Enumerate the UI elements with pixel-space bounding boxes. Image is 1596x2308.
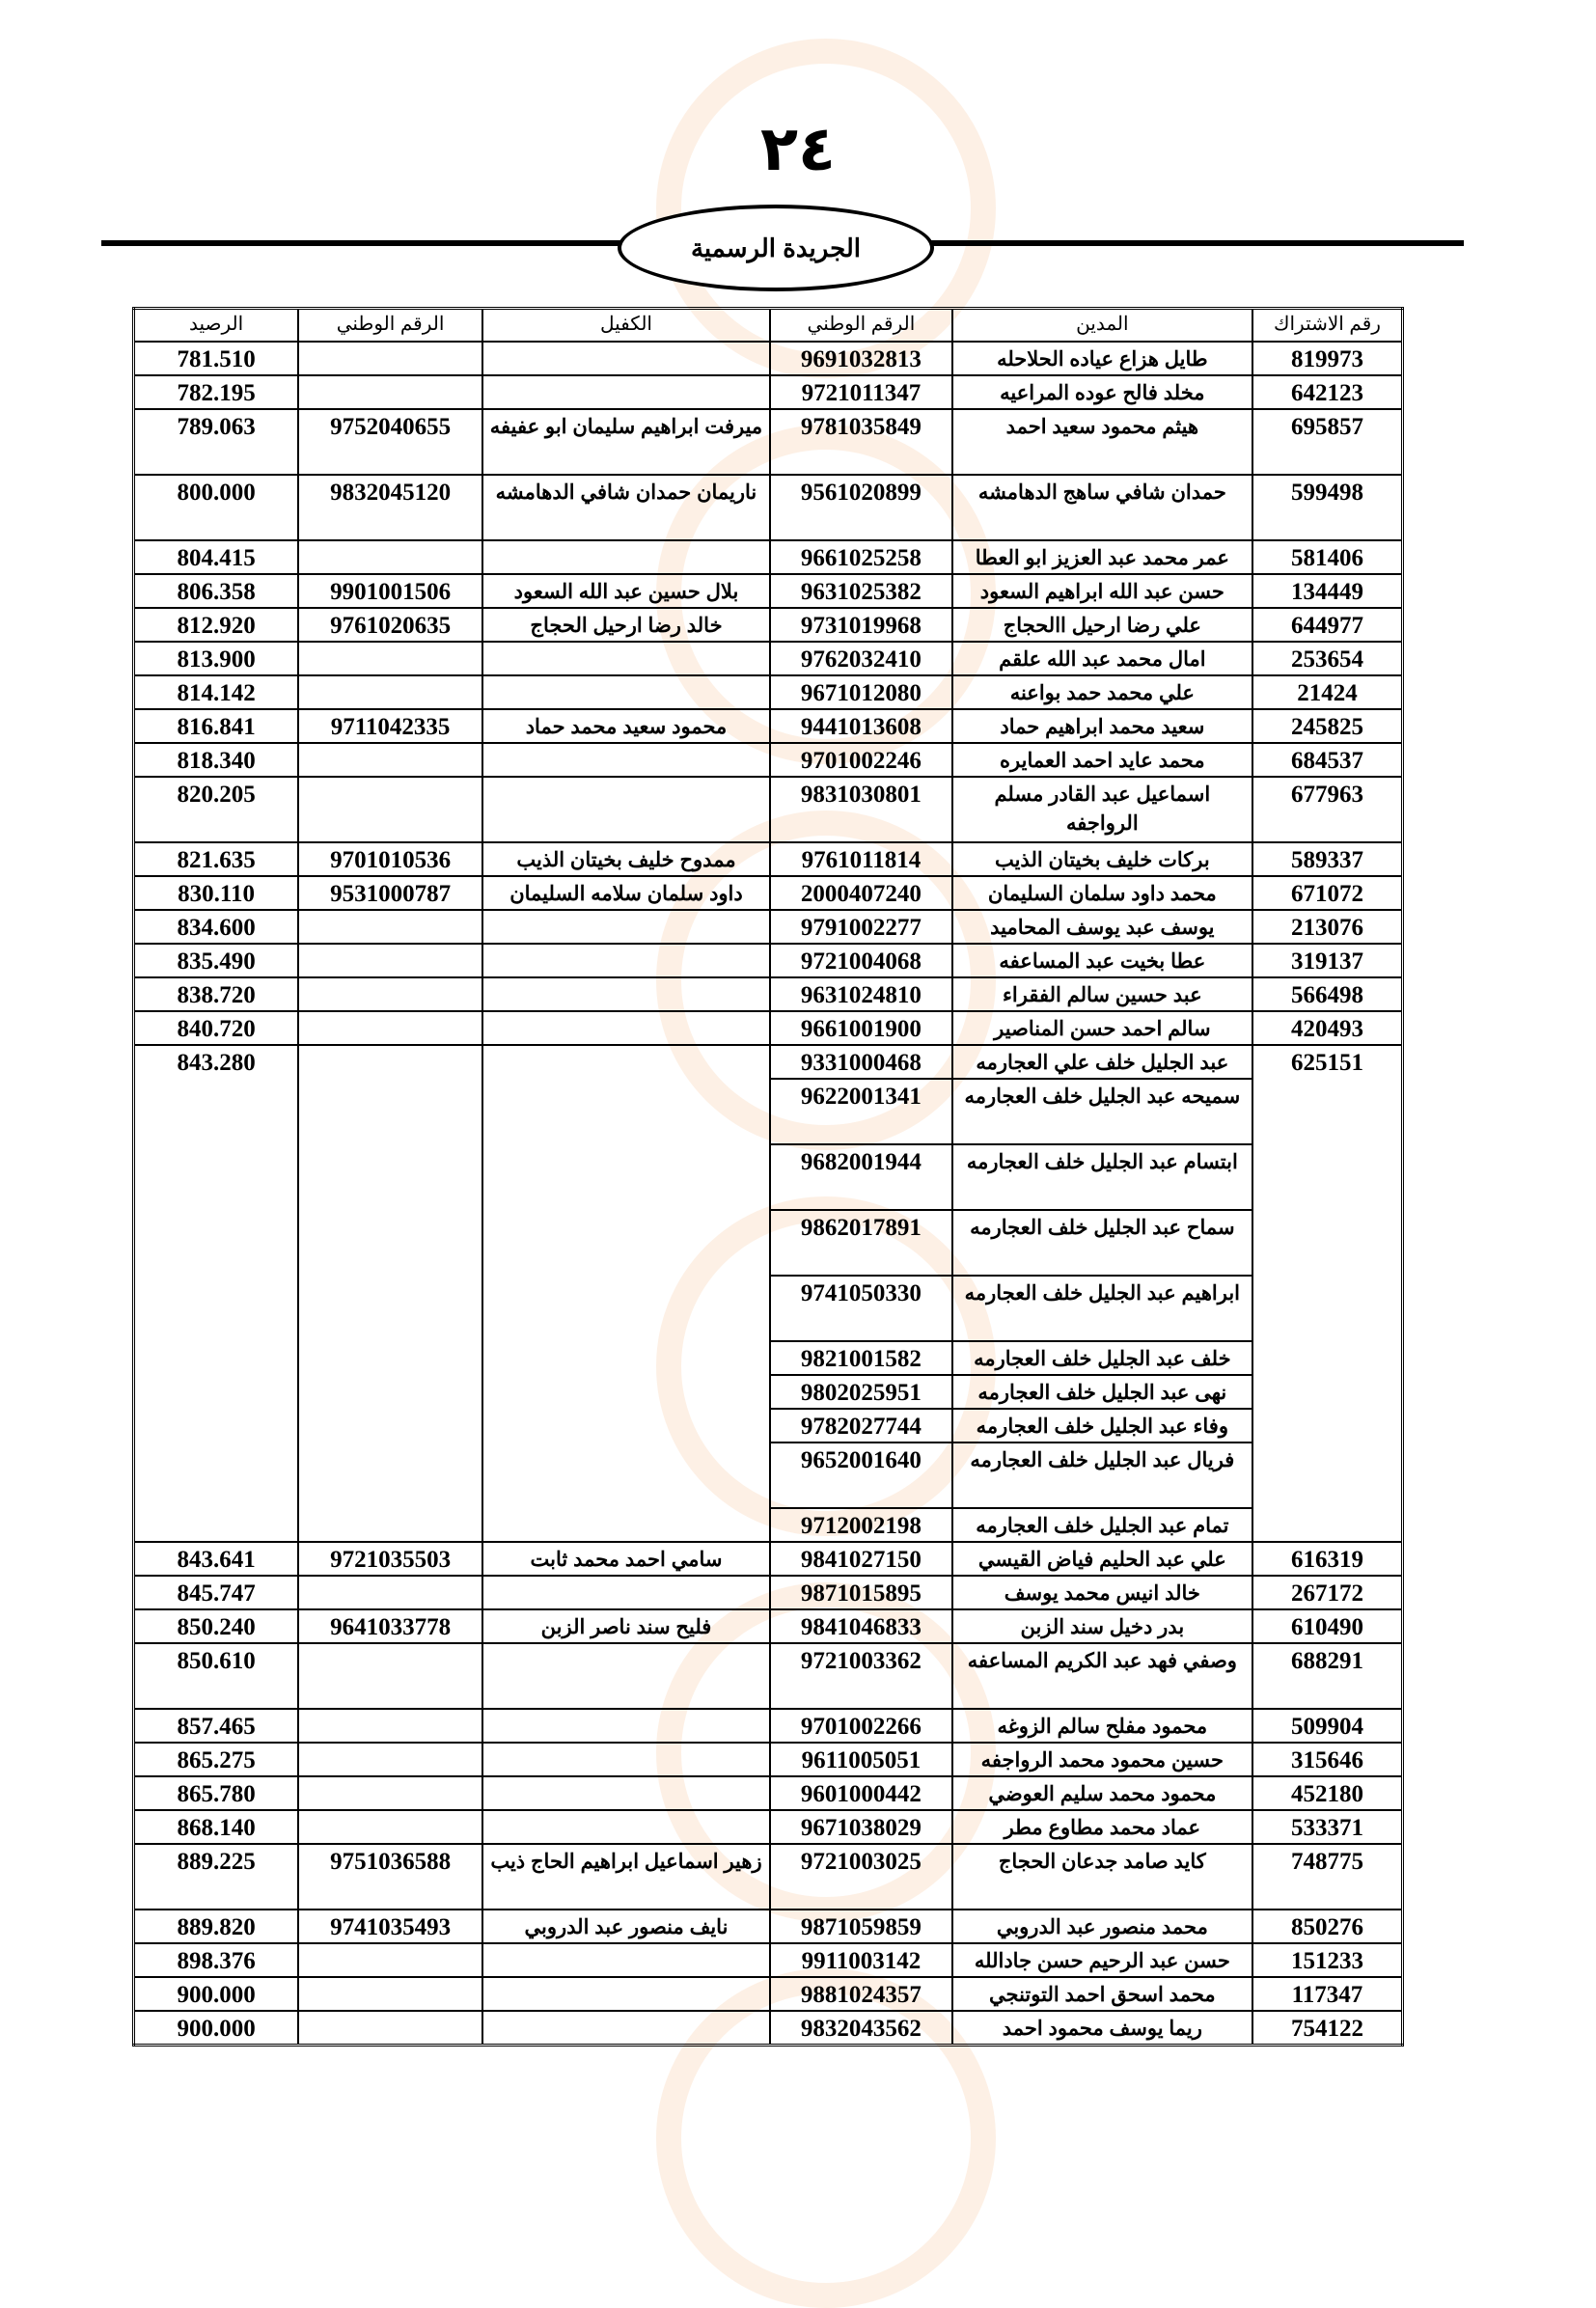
guarantor-national-id: 9741035493: [298, 1910, 482, 1943]
table-row: [134, 709, 1403, 743]
debtor-name: سالم احمد حسن المناصير: [952, 1011, 1252, 1045]
guarantor-name: [482, 375, 770, 409]
balance: 806.358: [134, 574, 299, 608]
debtor-name: ريما يوسف محمود احمد: [952, 2011, 1252, 2046]
balance: 850.610: [134, 1643, 299, 1709]
debtor-name: عطا بخيت عبد المساعفه: [952, 944, 1252, 977]
guarantor-name: [482, 1776, 770, 1810]
subscription-number: 688291: [1252, 1643, 1403, 1709]
header-guarantor: الكفيل: [482, 309, 770, 343]
subscription-number: 616319: [1252, 1542, 1403, 1576]
debtor-name: حسين محمود محمد الرواجفه: [952, 1743, 1252, 1776]
balance: 800.000: [134, 475, 299, 540]
subscription-number: 671072: [1252, 876, 1403, 910]
subscription-number: 695857: [1252, 409, 1403, 475]
table-row: [134, 574, 1403, 608]
table-row: [134, 1542, 1403, 1576]
table-row: [134, 977, 1403, 1011]
debtor-name: وصفي فهد عبد الكريم المساعفه: [952, 1643, 1252, 1709]
debtor-name: وفاء عبد الجليل خلف العجارمه: [952, 1409, 1252, 1442]
guarantor-name: [482, 1643, 770, 1709]
guarantor-name: [482, 675, 770, 709]
table-row: [134, 1643, 1403, 1709]
balance: 781.510: [134, 342, 299, 375]
balance: 889.820: [134, 1910, 299, 1943]
debtor-national-id: 9671038029: [770, 1810, 952, 1844]
guarantor-national-id: 9711042335: [298, 709, 482, 743]
debtor-name: سماح عبد الجليل خلف العجارمه: [952, 1210, 1252, 1276]
debtor-national-id: 9611005051: [770, 1743, 952, 1776]
guarantor-name: نايف منصور عبد الدروبي: [482, 1910, 770, 1943]
table-row: [134, 1776, 1403, 1810]
balance: 813.900: [134, 642, 299, 675]
table-row: [134, 342, 1403, 375]
debtor-national-id: 9721004068: [770, 944, 952, 977]
subscription-number: 684537: [1252, 743, 1403, 777]
guarantor-national-id: [298, 1977, 482, 2011]
guarantor-name: [482, 743, 770, 777]
guarantor-national-id: [298, 540, 482, 574]
guarantor-national-id: 9901001506: [298, 574, 482, 608]
guarantor-name: [482, 1011, 770, 1045]
guarantor-name: [482, 342, 770, 375]
guarantor-national-id: [298, 675, 482, 709]
debtor-name: محمد عايد احمد العمايره: [952, 743, 1252, 777]
guarantor-name: [482, 910, 770, 944]
guarantor-national-id: [298, 910, 482, 944]
debtor-name: علي رضا ارحيل االحجاج: [952, 608, 1252, 642]
guarantor-name: [482, 977, 770, 1011]
debtor-national-id: 9661001900: [770, 1011, 952, 1045]
debtor-national-id: 9701002246: [770, 743, 952, 777]
debtor-name: علي محمد حمد بواعنه: [952, 675, 1252, 709]
guarantor-national-id: [298, 1709, 482, 1743]
debtor-national-id: 9841046833: [770, 1609, 952, 1643]
guarantor-name: [482, 777, 770, 842]
balance: 850.240: [134, 1609, 299, 1643]
debtor-national-id: 9782027744: [770, 1409, 952, 1442]
table-row: [134, 1011, 1403, 1045]
subscription-number: 21424: [1252, 675, 1403, 709]
table-row: [134, 743, 1403, 777]
debtor-national-id: 9601000442: [770, 1776, 952, 1810]
subscription-number: 581406: [1252, 540, 1403, 574]
debtor-name: مخلد فالح عوده المراعيه: [952, 375, 1252, 409]
subscription-number: 589337: [1252, 842, 1403, 876]
debtor-name: طايل هزاع عياده الحلاحله: [952, 342, 1252, 375]
balance: 840.720: [134, 1011, 299, 1045]
debtor-name: سعيد محمد ابراهيم حماد: [952, 709, 1252, 743]
debtor-name: محمد اسحق احمد التوتنجي: [952, 1977, 1252, 2011]
debtor-national-id: 9721003362: [770, 1643, 952, 1709]
guarantor-national-id: [298, 777, 482, 842]
guarantor-national-id: 9531000787: [298, 876, 482, 910]
table-row: [134, 842, 1403, 876]
guarantor-national-id: [298, 642, 482, 675]
debtor-national-id: 9802025951: [770, 1375, 952, 1409]
table-row: [134, 2011, 1403, 2046]
subscription-number: 319137: [1252, 944, 1403, 977]
subscription-number: 509904: [1252, 1709, 1403, 1743]
subscription-number: 151233: [1252, 1943, 1403, 1977]
balance: 821.635: [134, 842, 299, 876]
debtor-national-id: 9832043562: [770, 2011, 952, 2046]
balance: 804.415: [134, 540, 299, 574]
guarantor-national-id: [298, 743, 482, 777]
debtor-national-id: 9741050330: [770, 1276, 952, 1341]
debtor-national-id: 9781035849: [770, 409, 952, 475]
guarantor-name: محمود سعيد محمد حماد: [482, 709, 770, 743]
balance: 782.195: [134, 375, 299, 409]
debtor-national-id: 9631025382: [770, 574, 952, 608]
subscription-number: 245825: [1252, 709, 1403, 743]
debtor-national-id: 9721003025: [770, 1844, 952, 1910]
header-balance: الرصيد: [134, 309, 299, 343]
balance: 812.920: [134, 608, 299, 642]
guarantor-national-id: 9701010536: [298, 842, 482, 876]
guarantor-national-id: 9832045120: [298, 475, 482, 540]
debtor-name: سميحه عبد الجليل خلف العجارمه: [952, 1079, 1252, 1144]
guarantor-national-id: 9761020635: [298, 608, 482, 642]
balance: 889.225: [134, 1844, 299, 1910]
header-national-id: الرقم الوطني: [770, 309, 952, 343]
subscription-number: 253654: [1252, 642, 1403, 675]
subscription-number: 644977: [1252, 608, 1403, 642]
subscription-number: 315646: [1252, 1743, 1403, 1776]
debtor-national-id: 9791002277: [770, 910, 952, 944]
table-row: [134, 1576, 1403, 1609]
debtor-name: محمد داود سلمان السليمان: [952, 876, 1252, 910]
debtor-national-id: 2000407240: [770, 876, 952, 910]
subscription-number: 420493: [1252, 1011, 1403, 1045]
header-debtor: المدين: [952, 309, 1252, 343]
subscription-number: 533371: [1252, 1810, 1403, 1844]
page-number: ٢٤: [759, 114, 837, 185]
guarantor-national-id: [298, 1776, 482, 1810]
balance: 868.140: [134, 1810, 299, 1844]
guarantor-name: [482, 944, 770, 977]
debtor-name: هيثم محمود سعيد احمد: [952, 409, 1252, 475]
guarantor-name: زهير اسماعيل ابراهيم الحاج ذيب: [482, 1844, 770, 1910]
table-row: [134, 1977, 1403, 2011]
debtor-name: كايد صامد جدعان الحجاج: [952, 1844, 1252, 1910]
guarantor-national-id: [298, 977, 482, 1011]
debtors-table: [132, 307, 1404, 2047]
subscription-number: 566498: [1252, 977, 1403, 1011]
debtor-national-id: 9841027150: [770, 1542, 952, 1576]
debtor-name: عماد محمد مطاوع مطر: [952, 1810, 1252, 1844]
debtor-national-id: 9871059859: [770, 1910, 952, 1943]
subscription-number: 599498: [1252, 475, 1403, 540]
table-row: [134, 1844, 1403, 1910]
table-row: [134, 944, 1403, 977]
debtor-name: عمر محمد عبد العزيز ابو العطا: [952, 540, 1252, 574]
guarantor-name: [482, 540, 770, 574]
debtor-national-id: 9682001944: [770, 1144, 952, 1210]
guarantor-national-id: [298, 2011, 482, 2046]
balance: 845.747: [134, 1576, 299, 1609]
subscription-number: 213076: [1252, 910, 1403, 944]
debtor-name: اسماعيل عبد القادر مسلم الرواجفه: [952, 777, 1252, 842]
debtor-name: فريال عبد الجليل خلف العجارمه: [952, 1442, 1252, 1508]
guarantor-national-id: [298, 944, 482, 977]
guarantor-national-id: [298, 375, 482, 409]
debtor-national-id: 9631024810: [770, 977, 952, 1011]
guarantor-name: [482, 642, 770, 675]
debtor-name: حسن عبد الرحيم حسن جادالله: [952, 1943, 1252, 1977]
balance: 834.600: [134, 910, 299, 944]
guarantor-national-id: [298, 1943, 482, 1977]
balance: 835.490: [134, 944, 299, 977]
debtor-name: خالد انيس محمد يوسف: [952, 1576, 1252, 1609]
balance: 898.376: [134, 1943, 299, 1977]
guarantor-name: داود سلمان سلامه السليمان: [482, 876, 770, 910]
guarantor-national-id: [298, 1576, 482, 1609]
subscription-number: 267172: [1252, 1576, 1403, 1609]
guarantor-national-id: 9721035503: [298, 1542, 482, 1576]
guarantor-name: [482, 1576, 770, 1609]
subscription-number: 754122: [1252, 2011, 1403, 2046]
subscription-number: 625151: [1252, 1045, 1403, 1542]
table-row: [134, 540, 1403, 574]
debtor-national-id: 9761011814: [770, 842, 952, 876]
debtor-name: يوسف عبد يوسف المحاميد: [952, 910, 1252, 944]
subscription-number: 850276: [1252, 1910, 1403, 1943]
guarantor-name: [482, 1810, 770, 1844]
debtor-national-id: 9691032813: [770, 342, 952, 375]
debtor-national-id: 9731019968: [770, 608, 952, 642]
debtor-name: امال محمد عبد الله علقم: [952, 642, 1252, 675]
guarantor-national-id: [298, 342, 482, 375]
debtor-name: بركات خليف بخيتان الذيب: [952, 842, 1252, 876]
guarantor-national-id: 9641033778: [298, 1609, 482, 1643]
debtor-name: بدر دخيل سند الزبن: [952, 1609, 1252, 1643]
subscription-number: 642123: [1252, 375, 1403, 409]
debtor-name: ابتسام عبد الجليل خلف العجارمه: [952, 1144, 1252, 1210]
guarantor-name: [482, 1943, 770, 1977]
balance: 865.780: [134, 1776, 299, 1810]
debtor-national-id: 9831030801: [770, 777, 952, 842]
header-subscription-number: رقم الاشتراك: [1252, 309, 1403, 343]
guarantor-name: سامي احمد محمد ثابت: [482, 1542, 770, 1576]
debtor-national-id: 9911003142: [770, 1943, 952, 1977]
balance: 838.720: [134, 977, 299, 1011]
table-row: [134, 1810, 1403, 1844]
table-row: [134, 642, 1403, 675]
header-guarantor-national-id: الرقم الوطني: [298, 309, 482, 343]
debtor-national-id: 9762032410: [770, 642, 952, 675]
debtor-national-id: 9821001582: [770, 1341, 952, 1375]
subscription-number: 117347: [1252, 1977, 1403, 2011]
table-row: [134, 910, 1403, 944]
guarantor-name: [482, 1045, 770, 1542]
balance: 830.110: [134, 876, 299, 910]
subscription-number: 134449: [1252, 574, 1403, 608]
guarantor-national-id: 9752040655: [298, 409, 482, 475]
guarantor-name: [482, 1977, 770, 2011]
debtor-name: حمدان شافي ساهج الدهامشه: [952, 475, 1252, 540]
balance: 843.641: [134, 1542, 299, 1576]
debtor-national-id: 9881024357: [770, 1977, 952, 2011]
debtor-national-id: 9862017891: [770, 1210, 952, 1276]
subscription-number: 452180: [1252, 1776, 1403, 1810]
guarantor-name: [482, 1743, 770, 1776]
subscription-number: 748775: [1252, 1844, 1403, 1910]
balance: 900.000: [134, 1977, 299, 2011]
table-row: [134, 1709, 1403, 1743]
debtor-national-id: 9561020899: [770, 475, 952, 540]
table-row: [134, 1609, 1403, 1643]
debtor-national-id: 9652001640: [770, 1442, 952, 1508]
debtor-national-id: 9441013608: [770, 709, 952, 743]
publication-title: الجريدة الرسمية: [618, 205, 934, 291]
balance: 820.205: [134, 777, 299, 842]
debtor-name: علي عبد الحليم فياض القيسي: [952, 1542, 1252, 1576]
debtor-national-id: 9871015895: [770, 1576, 952, 1609]
balance: 843.280: [134, 1045, 299, 1542]
debtor-national-id: 9701002266: [770, 1709, 952, 1743]
table-row: [134, 876, 1403, 910]
guarantor-name: ممدوح خليف بخيتان الذيب: [482, 842, 770, 876]
debtor-name: محمد منصور عبد الدروبي: [952, 1910, 1252, 1943]
balance: 816.841: [134, 709, 299, 743]
guarantor-national-id: [298, 1810, 482, 1844]
debtor-name: عبد حسين سالم الفقراء: [952, 977, 1252, 1011]
debtor-name: ابراهيم عبد الجليل خلف العجارمه: [952, 1276, 1252, 1341]
guarantor-national-id: [298, 1643, 482, 1709]
guarantor-national-id: 9751036588: [298, 1844, 482, 1910]
table-header-row: [134, 309, 1403, 343]
balance: 814.142: [134, 675, 299, 709]
guarantor-name: [482, 2011, 770, 2046]
debtor-national-id: 9622001341: [770, 1079, 952, 1144]
table-row: [134, 1943, 1403, 1977]
debtor-name: محمود مفلح سالم الزوغه: [952, 1709, 1252, 1743]
guarantor-national-id: [298, 1045, 482, 1542]
table-row: [134, 375, 1403, 409]
debtor-national-id: 9661025258: [770, 540, 952, 574]
guarantor-name: ميرفت ابراهيم سليمان ابو عفيفه: [482, 409, 770, 475]
guarantor-name: ناريمان حمدان شافي الدهامشه: [482, 475, 770, 540]
table-row: [134, 409, 1403, 475]
subscription-number: 677963: [1252, 777, 1403, 842]
debtor-national-id: 9712002198: [770, 1508, 952, 1542]
debtor-name: نهى عبد الجليل خلف العجارمه: [952, 1375, 1252, 1409]
debtor-name: محمود محمد سليم العوضي: [952, 1776, 1252, 1810]
table-row: [134, 608, 1403, 642]
debtor-name: خلف عبد الجليل خلف العجارمه: [952, 1341, 1252, 1375]
table-row: [134, 475, 1403, 540]
balance: 818.340: [134, 743, 299, 777]
table-row: [134, 777, 1403, 842]
table-row: [134, 675, 1403, 709]
guarantor-name: [482, 1709, 770, 1743]
debtor-name: تمام عبد الجليل خلف العجارمه: [952, 1508, 1252, 1542]
debtor-national-id: 9671012080: [770, 675, 952, 709]
guarantor-name: بلال حسين عبد الله السعود: [482, 574, 770, 608]
guarantor-name: خالد رضا ارحيل الحجاج: [482, 608, 770, 642]
table-row: [134, 1910, 1403, 1943]
table-row: [134, 1045, 1403, 1079]
subscription-number: 819973: [1252, 342, 1403, 375]
balance: 900.000: [134, 2011, 299, 2046]
balance: 857.465: [134, 1709, 299, 1743]
guarantor-national-id: [298, 1743, 482, 1776]
debtor-name: عبد الجليل خلف علي العجارمه: [952, 1045, 1252, 1079]
debtor-name: حسن عبد الله ابراهيم السعود: [952, 574, 1252, 608]
balance: 865.275: [134, 1743, 299, 1776]
guarantor-national-id: [298, 1011, 482, 1045]
balance: 789.063: [134, 409, 299, 475]
guarantor-name: فليح سند ناصر الزبن: [482, 1609, 770, 1643]
subscription-number: 610490: [1252, 1609, 1403, 1643]
debtor-national-id: 9331000468: [770, 1045, 952, 1079]
table-row: [134, 1743, 1403, 1776]
debtor-national-id: 9721011347: [770, 375, 952, 409]
